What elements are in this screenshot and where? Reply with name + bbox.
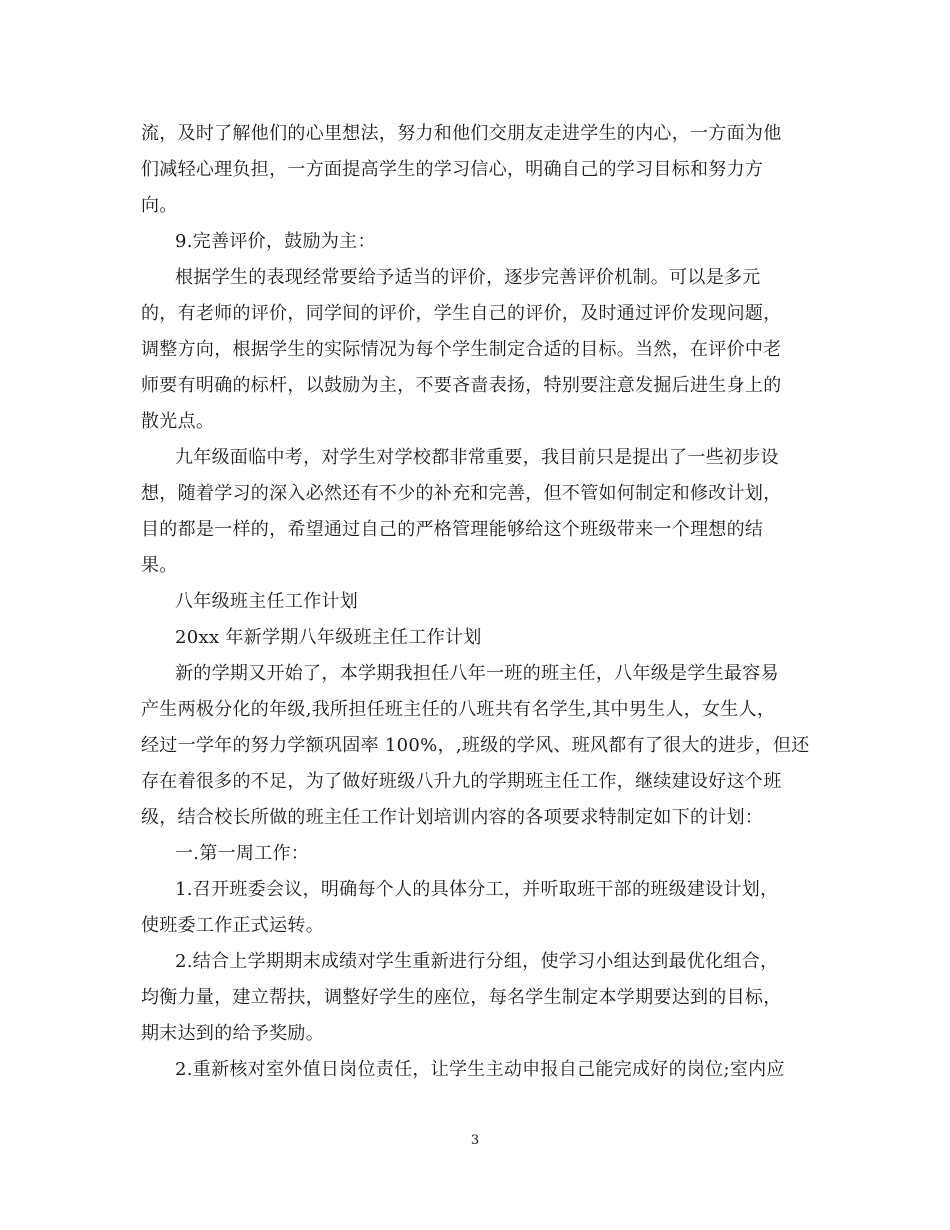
text-line: 一.第一周工作： <box>175 843 310 864</box>
text-line: 级，结合校长所做的班主任工作计划培训内容的各项要求特制定如下的计划： <box>141 807 764 828</box>
text-line: 产生两极分化的年级,我所担任班主任的八班共有名学生,其中男生人，女生人， <box>141 699 776 720</box>
text-line: 向。 <box>141 195 178 216</box>
text-line: 目的都是一样的，希望通过自己的严格管理能够给这个班级带来一个理想的结 <box>141 519 764 540</box>
text-line: 们减轻心理负担，一方面提高学生的学习信心，明确自己的学习目标和努力方 <box>141 159 764 180</box>
text-line: 存在着很多的不足，为了做好班级八升九的学期班主任工作，继续建设好这个班 <box>141 771 782 792</box>
text-line: 使班委工作正式运转。 <box>141 915 324 936</box>
text-line: 八年级班主任工作计划 <box>175 591 358 612</box>
body-text <box>141 116 816 1088</box>
text-line: 20xx 年新学期八年级班主任工作计划 <box>175 627 482 648</box>
text-line: 2.结合上学期期末成绩对学生重新进行分组，使学习小组达到最优化组合， <box>175 951 779 972</box>
text-line: 9.完善评价，鼓励为主： <box>175 231 376 252</box>
text-line: 均衡力量，建立帮扶，调整好学生的座位，每名学生制定本学期要达到的目标， <box>141 987 782 1008</box>
text-line: 1.召开班委会议，明确每个人的具体分工，并听取班干部的班级建设计划， <box>175 879 779 900</box>
text-line: 经过一学年的努力学额巩固率 100%，,班级的学风、班风都有了很大的进步，但还 <box>141 735 810 756</box>
text-line: 新的学期又开始了，本学期我担任八年一班的班主任，八年级是学生最容易 <box>175 663 779 684</box>
text-line: 流，及时了解他们的心里想法，努力和他们交朋友走进学生的内心，一方面为他 <box>141 123 782 144</box>
text-line: 散光点。 <box>141 411 215 432</box>
text-line: 想，随着学习的深入必然还有不少的补充和完善，但不管如何制定和修改计划， <box>141 483 782 504</box>
text-line: 的，有老师的评价，同学间的评价，学生自己的评价，及时通过评价发现问题， <box>141 303 782 324</box>
text-line: 2.重新核对室外值日岗位责任，让学生主动申报自己能完成好的岗位;室内应 <box>175 1059 785 1080</box>
text-line: 期末达到的给予奖励。 <box>141 1023 324 1044</box>
text-line: 果。 <box>141 555 178 576</box>
text-line: 师要有明确的标杆，以鼓励为主，不要吝啬表扬，特别要注意发掘后进生身上的 <box>141 375 782 396</box>
text-line: 根据学生的表现经常要给予适当的评价，逐步完善评价机制。可以是多元 <box>175 267 761 288</box>
page-number: 3 <box>470 1133 480 1148</box>
text-line: 九年级面临中考，对学生对学校都非常重要，我目前只是提出了一些初步设 <box>175 447 779 468</box>
text-line: 调整方向，根据学生的实际情况为每个学生制定合适的目标。当然，在评价中老 <box>141 339 782 360</box>
